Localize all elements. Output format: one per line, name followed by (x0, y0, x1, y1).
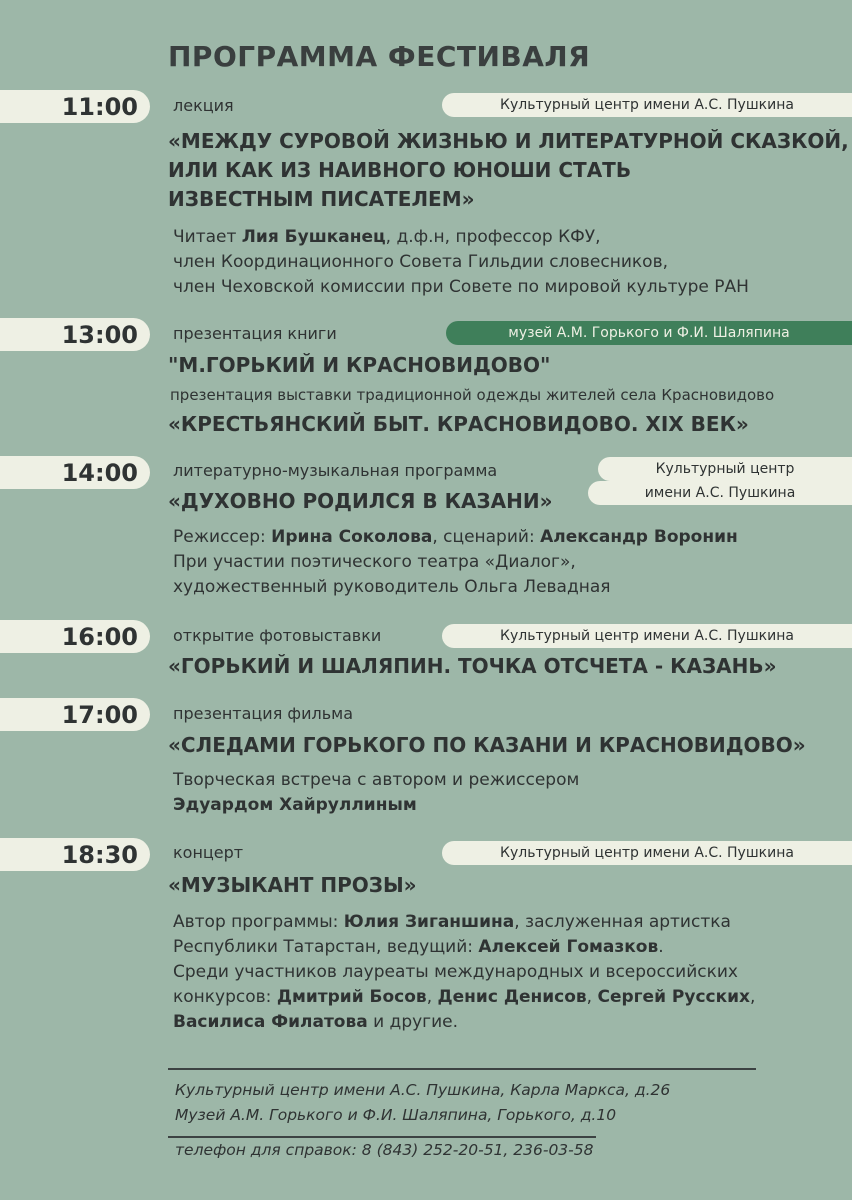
time-badge: 17:00 (0, 698, 150, 731)
page-title: ПРОГРАММА ФЕСТИВАЛЯ (168, 40, 591, 73)
time-badge: 18:30 (0, 838, 150, 871)
venue-badge: Культурный центр имени А.С. Пушкина (442, 93, 852, 117)
event-description: Автор программы: Юлия Зиганшина, заслуженная артистка Республики Татарстан, ведущий: Алексей Гомазков. Среди участников лауреаты международных и всероссийских конкурсов: Дмитрий Босов, Денис Денисов, Сергей Русских, Василиса Филатова и другие. (173, 912, 756, 1032)
time-badge: 11:00 (0, 90, 150, 123)
venue-badge: музей А.М. Горького и Ф.И. Шаляпина (446, 321, 852, 345)
event-title-secondary: «КРЕСТЬЯНСКИЙ БЫТ. КРАСНОВИДОВО. XIX ВЕК» (168, 412, 749, 436)
footer-divider-bottom (168, 1136, 596, 1138)
event-type: открытие фотовыставки (173, 626, 382, 645)
event-title: «СЛЕДАМИ ГОРЬКОГО ПО КАЗАНИ И КРАСНОВИДОВО» (168, 733, 806, 757)
event-type: презентация фильма (173, 704, 354, 723)
event-description: Режиссер: Ирина Соколова, сценарий: Александр Воронин При участии поэтического театра «Диалог», художественный руководитель Ольга Левадная (173, 527, 738, 597)
time-badge: 16:00 (0, 620, 150, 653)
venue-badge: Культурный центр имени А.С. Пушкина (442, 624, 852, 648)
time-badge: 14:00 (0, 456, 150, 489)
event-type: презентация книги (173, 324, 337, 343)
event-type: концерт (173, 843, 244, 862)
venue-badge-line2: имени А.С. Пушкина (588, 481, 852, 505)
event-description: Читает Лия Бушканец, д.ф.н, профессор КФУ, член Координационного Совета Гильдии словесников, член Чеховской комиссии при Совете по мировой культуре РАН (173, 227, 749, 297)
event-title: «МЕЖДУ СУРОВОЙ ЖИЗНЬЮ И ЛИТЕРАТУРНОЙ СКАЗКОЙ, ИЛИ КАК ИЗ НАИВНОГО ЮНОШИ СТАТЬ ИЗВЕСТНЫМ ПИСАТЕЛЕМ» (168, 129, 849, 211)
event-type: литературно-музыкальная программа (173, 461, 498, 480)
venue-badge: Культурный центр имени А.С. Пушкина (442, 841, 852, 865)
footer-address-1: Культурный центр имени А.С. Пушкина, Карла Маркса, д.26 (175, 1081, 671, 1099)
event-title: «ДУХОВНО РОДИЛСЯ В КАЗАНИ» (168, 489, 553, 513)
venue-badge-line1: Культурный центр (598, 457, 852, 481)
time-badge: 13:00 (0, 318, 150, 351)
footer-phone: телефон для справок: 8 (843) 252-20-51, 236-03-58 (175, 1141, 594, 1159)
event-title: «МУЗЫКАНТ ПРОЗЫ» (168, 873, 417, 897)
footer-divider-top (168, 1068, 756, 1070)
event-description: Творческая встреча с автором и режиссером Эдуардом Хайруллиным (173, 770, 580, 815)
event-title: "М.ГОРЬКИЙ И КРАСНОВИДОВО" (168, 353, 551, 377)
event-subtitle: презентация выставки традиционной одежды жителей села Красновидово (170, 386, 775, 404)
footer-address-2: Музей А.М. Горького и Ф.И. Шаляпина, Горького, д.10 (175, 1106, 617, 1124)
event-title: «ГОРЬКИЙ И ШАЛЯПИН. ТОЧКА ОТСЧЕТА - КАЗАНЬ» (168, 654, 777, 678)
event-type: лекция (173, 96, 234, 115)
